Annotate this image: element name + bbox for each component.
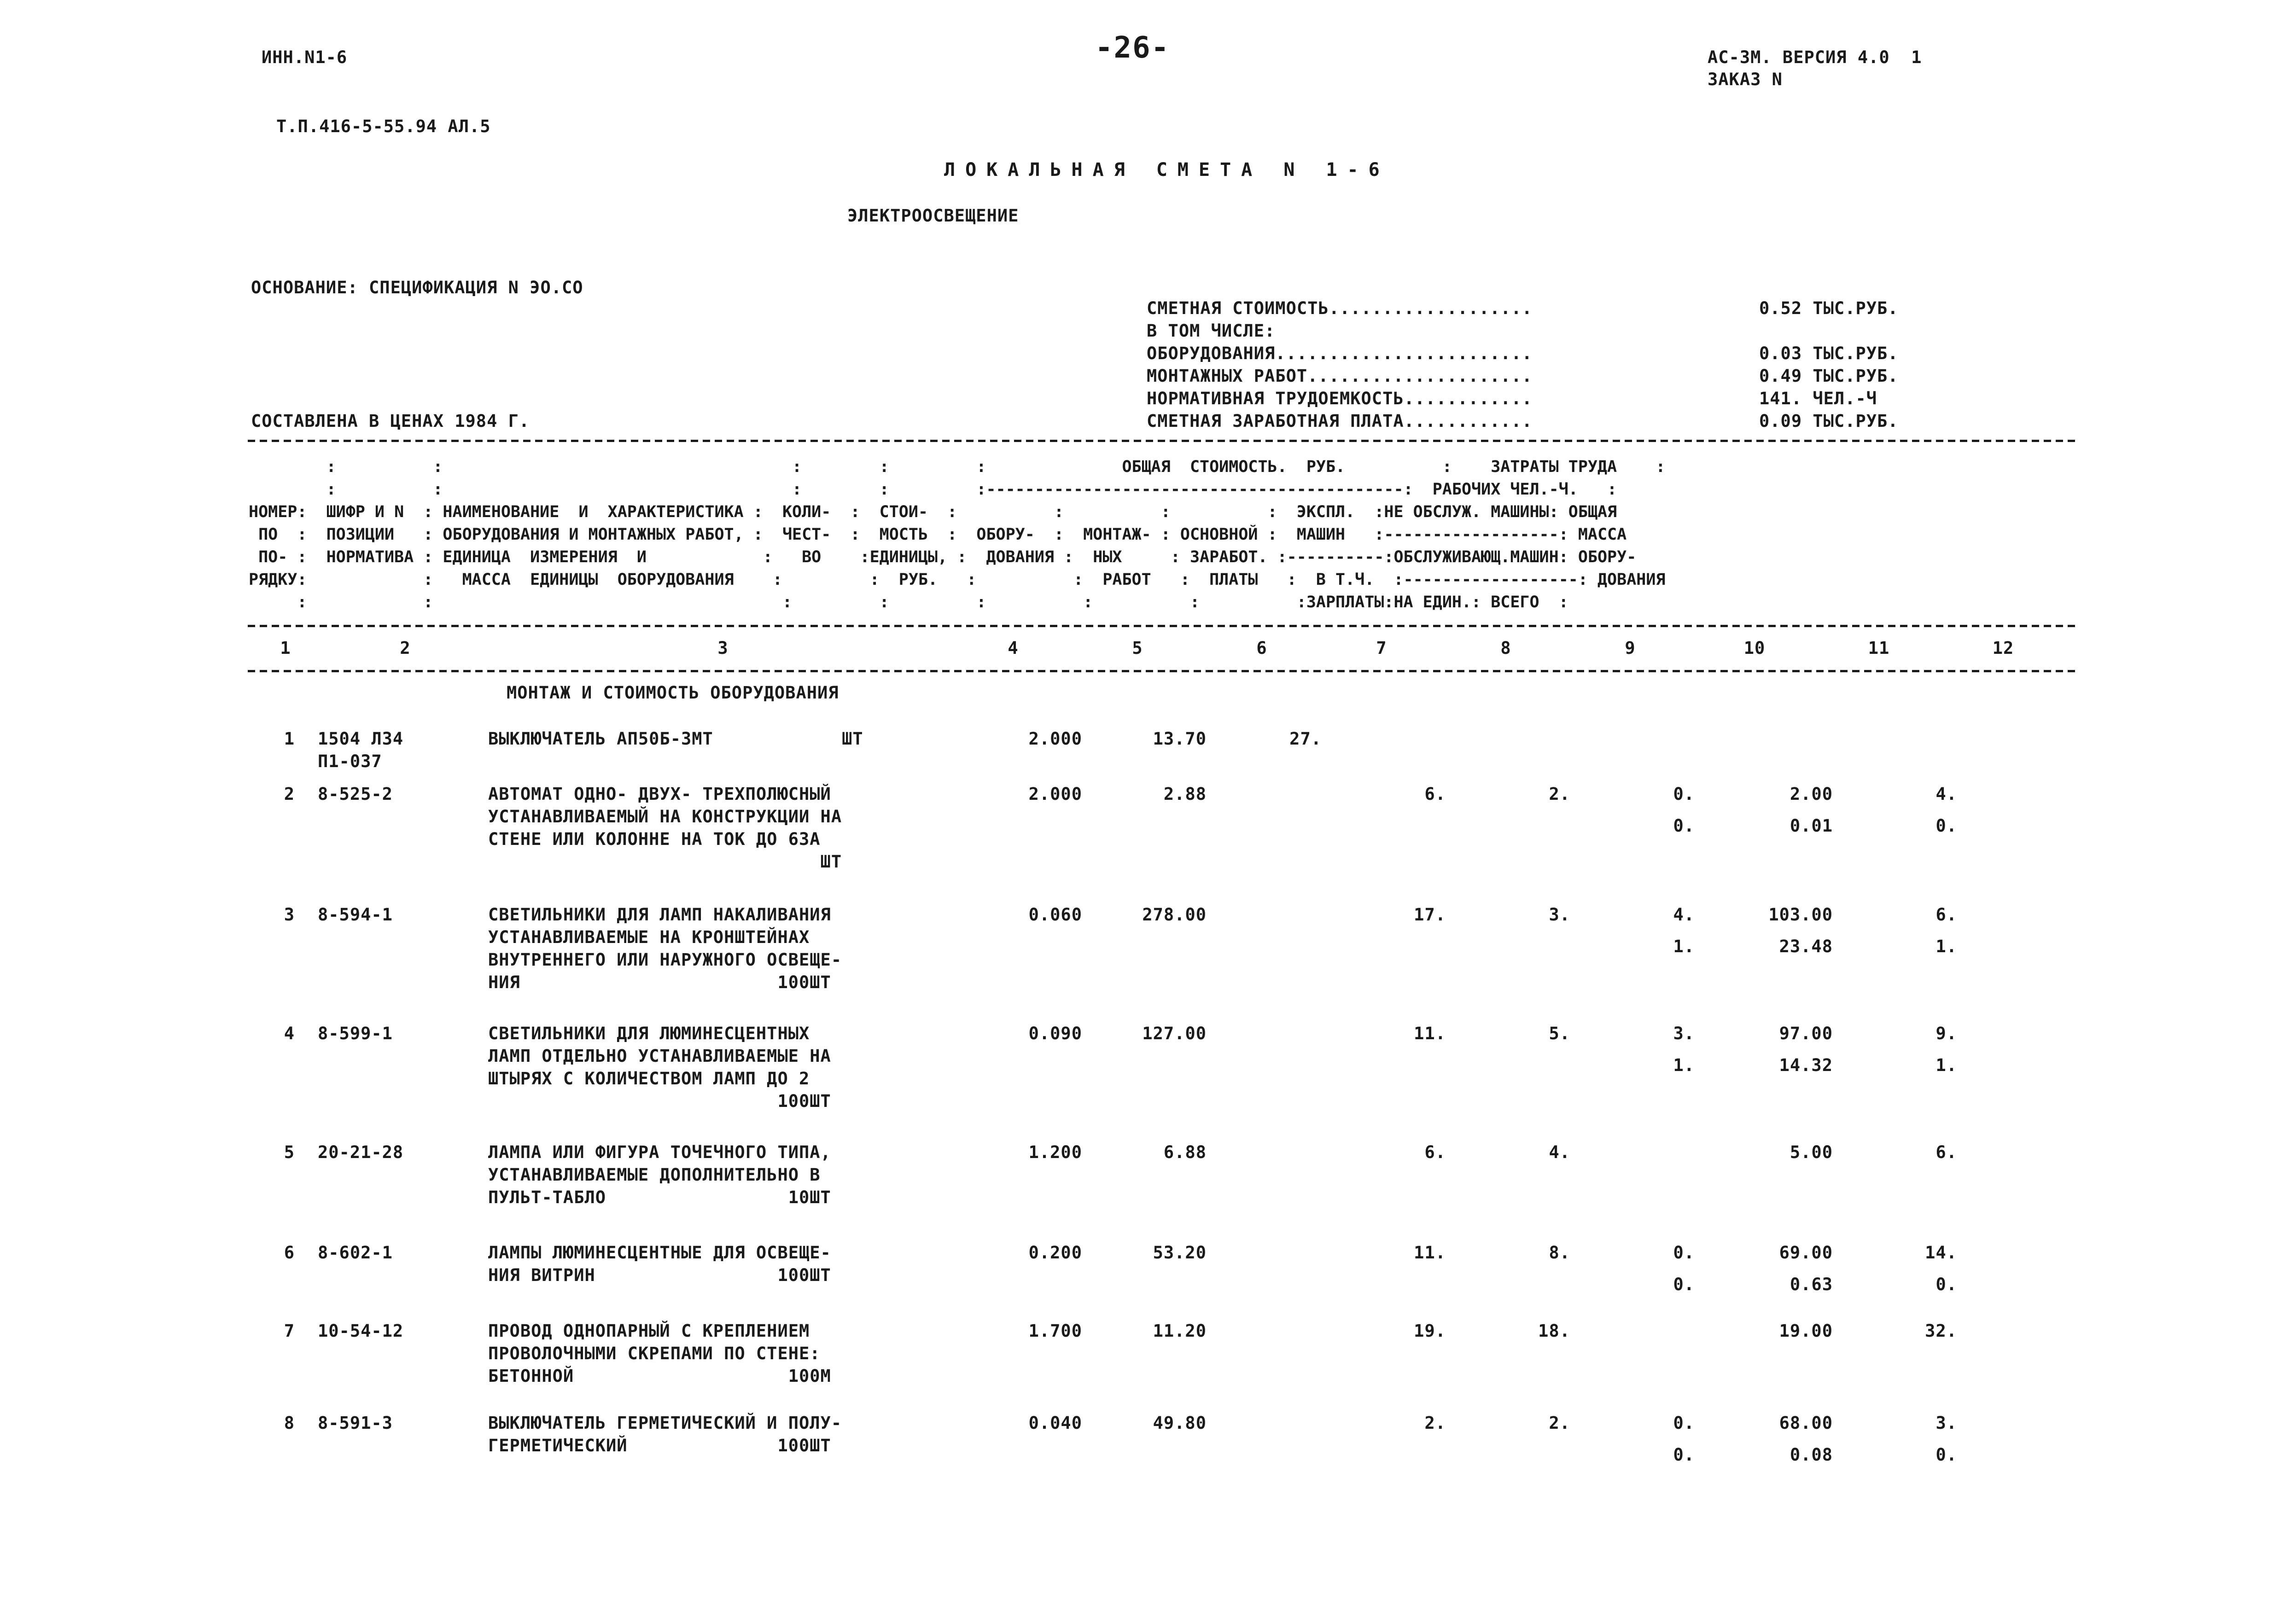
column-number: 2	[400, 638, 411, 658]
document-title: ЛОКАЛЬНАЯ СМЕТА N 1-6	[944, 159, 1390, 180]
row-code: 1504 Л34	[318, 729, 404, 749]
page-number: -26-	[1095, 31, 1170, 65]
column-number: 7	[1376, 638, 1387, 658]
row-labor-total: 6.	[1935, 905, 1957, 925]
row-name: ПРОВОД ОДНОПАРНЫЙ С КРЕПЛЕНИЕМ	[488, 1321, 810, 1341]
row-labor-unit: 97.00	[1779, 1024, 1833, 1043]
row-number: 7	[284, 1321, 295, 1341]
row-name: УСТАНАВЛИВАЕМЫЕ ДОПОЛНИТЕЛЬНО В	[488, 1165, 821, 1185]
row-labor-total-sub: 1.	[1935, 1055, 1957, 1075]
header-line: : : : : :-------------------------------------------: РАБОЧИХ ЧЕЛ.-Ч. :	[249, 480, 1617, 499]
row-unit-price: 53.20	[1153, 1243, 1207, 1263]
row-unit-price: 6.88	[1163, 1142, 1207, 1162]
row-quantity: 1.700	[1028, 1321, 1082, 1341]
row-mounting-cost: 11.	[1414, 1243, 1446, 1263]
row-name: 100ШТ	[488, 1091, 831, 1111]
section-title: МОНТАЖ И СТОИМОСТЬ ОБОРУДОВАНИЯ	[507, 683, 839, 703]
row-name: СТЕНЕ ИЛИ КОЛОННЕ НА ТОК ДО 63А	[488, 829, 821, 849]
row-machine-wage: 0.	[1673, 1243, 1695, 1263]
column-number: 4	[1008, 638, 1019, 658]
row-name: ЛАМПА ИЛИ ФИГУРА ТОЧЕЧНОГО ТИПА,	[488, 1142, 831, 1162]
program-version: АС-3М. ВЕРСИЯ 4.0 1	[1708, 47, 1922, 67]
header-line: ПО : ПОЗИЦИИ : ОБОРУДОВАНИЯ И МОНТАЖНЫХ РАБОТ, : ЧЕСТ- : МОСТЬ : ОБОРУ- : МОНТАЖ- : ОСНОВНОЙ : МАШИН :------------------: МАССА	[249, 525, 1627, 544]
compiled-prices: СОСТАВЛЕНА В ЦЕНАХ 1984 Г.	[251, 411, 530, 431]
row-name: БЕТОННОЙ 100М	[488, 1366, 831, 1386]
row-quantity: 0.200	[1028, 1243, 1082, 1263]
column-number: 12	[1992, 638, 2014, 658]
row-labor-total-sub: 0.	[1935, 1444, 1957, 1465]
row-quantity: 1.200	[1028, 1142, 1082, 1162]
row-mounting-cost: 19.	[1414, 1321, 1446, 1341]
order-number: ЗАКАЗ N	[1708, 70, 1783, 89]
basis-line: ОСНОВАНИЕ: СПЕЦИФИКАЦИЯ N ЭО.СО	[251, 278, 583, 297]
row-code: 8-599-1	[318, 1024, 393, 1043]
summary-label: НОРМАТИВНАЯ ТРУДОЕМКОСТЬ............	[1147, 389, 1533, 408]
row-labor-total-sub: 1.	[1935, 936, 1957, 956]
summary-label: В ТОМ ЧИСЛЕ:	[1147, 321, 1276, 341]
row-name: ШТЫРЯХ С КОЛИЧЕСТВОМ ЛАМП ДО 2	[488, 1069, 810, 1088]
row-name: ПРОВОЛОЧНЫМИ СКРЕПАМИ ПО СТЕНЕ:	[488, 1344, 821, 1363]
row-machine-wage-sub: 1.	[1673, 1055, 1695, 1075]
row-code: 20-21-28	[318, 1142, 404, 1162]
row-mounting-cost: 6.	[1424, 1142, 1446, 1162]
row-number: 2	[284, 784, 295, 804]
summary-value: 0.09 ТЫС.РУБ.	[1759, 411, 1899, 431]
row-labor-unit-sub: 14.32	[1779, 1055, 1833, 1075]
column-number: 11	[1868, 638, 1890, 658]
summary-label: СМЕТНАЯ СТОИМОСТЬ...................	[1147, 298, 1533, 318]
row-labor-total: 32.	[1925, 1321, 1957, 1341]
row-code: 8-602-1	[318, 1243, 393, 1263]
row-base-wage: 4.	[1549, 1142, 1570, 1162]
row-mounting-cost: 17.	[1414, 905, 1446, 925]
header-line: РЯДКУ: : МАССА ЕДИНИЦЫ ОБОРУДОВАНИЯ : : РУБ. : : РАБОТ : ПЛАТЫ : В Т.Ч. :------------------: ДОВАНИЯ	[249, 570, 1666, 589]
row-labor-total: 6.	[1935, 1142, 1957, 1162]
column-number: 6	[1256, 638, 1267, 658]
header-line: : : : : : ОБЩАЯ СТОИМОСТЬ. РУБ. : ЗАТРАТЫ ТРУДА :	[249, 458, 1666, 476]
row-labor-unit: 68.00	[1779, 1413, 1833, 1433]
row-machine-wage: 3.	[1673, 1024, 1695, 1043]
row-machine-wage-sub: 0.	[1673, 1444, 1695, 1465]
column-number: 1	[280, 638, 291, 658]
row-quantity: 0.040	[1028, 1413, 1082, 1433]
row-labor-unit-sub: 0.63	[1790, 1274, 1833, 1294]
row-labor-unit: 19.00	[1779, 1321, 1833, 1341]
row-unit-price: 2.88	[1163, 784, 1207, 804]
row-labor-total-sub: 0.	[1935, 815, 1957, 836]
row-labor-total-sub: 0.	[1935, 1274, 1957, 1294]
row-unit-price: 49.80	[1153, 1413, 1207, 1433]
divider	[248, 670, 2076, 672]
row-name: ГЕРМЕТИЧЕСКИЙ 100ШТ	[488, 1436, 831, 1455]
row-code: 10-54-12	[318, 1321, 404, 1341]
inn-label: ИНН.N1-6	[262, 47, 348, 67]
row-name: УСТАНАВЛИВАЕМЫЕ НА КРОНШТЕЙНАХ	[488, 927, 810, 947]
row-labor-unit: 103.00	[1768, 905, 1833, 925]
row-name: ШТ	[488, 852, 842, 872]
summary-value: 0.03 ТЫС.РУБ.	[1759, 343, 1899, 363]
row-labor-total: 9.	[1935, 1024, 1957, 1043]
row-labor-unit: 69.00	[1779, 1243, 1833, 1263]
row-labor-total: 3.	[1935, 1413, 1957, 1433]
row-unit-price: 13.70	[1153, 729, 1207, 749]
row-number: 5	[284, 1142, 295, 1162]
row-machine-wage-sub: 1.	[1673, 936, 1695, 956]
row-code: 8-594-1	[318, 905, 393, 925]
row-name: ПУЛЬТ-ТАБЛО 10ШТ	[488, 1187, 831, 1207]
row-quantity: 0.090	[1028, 1024, 1082, 1043]
row-machine-wage: 0.	[1673, 784, 1695, 804]
row-labor-unit: 2.00	[1790, 784, 1833, 804]
summary-value: 0.49 ТЫС.РУБ.	[1759, 366, 1899, 386]
row-mounting-cost: 6.	[1424, 784, 1446, 804]
row-name: НИЯ 100ШТ	[488, 972, 831, 992]
row-name: УСТАНАВЛИВАЕМЫЙ НА КОНСТРУКЦИИ НА	[488, 807, 842, 827]
row-name: СВЕТИЛЬНИКИ ДЛЯ ЛЮМИНЕСЦЕНТНЫХ	[488, 1024, 810, 1043]
row-name: ВЫКЛЮЧАТЕЛЬ ГЕРМЕТИЧЕСКИЙ И ПОЛУ-	[488, 1413, 842, 1433]
summary-label: МОНТАЖНЫХ РАБОТ.....................	[1147, 366, 1533, 386]
row-unit-price: 11.20	[1153, 1321, 1207, 1341]
row-machine-wage-sub: 0.	[1673, 815, 1695, 836]
document-subtitle: ЭЛЕКТРООСВЕЩЕНИЕ	[847, 206, 1019, 226]
row-labor-total: 14.	[1925, 1243, 1957, 1263]
row-labor-total: 4.	[1935, 784, 1957, 804]
row-base-wage: 18.	[1538, 1321, 1570, 1341]
row-labor-unit-sub: 0.01	[1790, 815, 1833, 836]
row-base-wage: 2.	[1549, 784, 1570, 804]
row-unit-price: 127.00	[1142, 1024, 1207, 1043]
row-name: СВЕТИЛЬНИКИ ДЛЯ ЛАМП НАКАЛИВАНИЯ	[488, 905, 831, 925]
row-code: 8-525-2	[318, 784, 393, 804]
row-code: П1-037	[318, 751, 382, 771]
summary-label: СМЕТНАЯ ЗАРАБОТНАЯ ПЛАТА............	[1147, 411, 1533, 431]
row-name: ВНУТРЕННЕГО ИЛИ НАРУЖНОГО ОСВЕЩЕ-	[488, 950, 842, 970]
header-line: ПО- : НОРМАТИВА : ЕДИНИЦА ИЗМЕРЕНИЯ И : ВО :ЕДИНИЦЫ, : ДОВАНИЯ : НЫХ : ЗАРАБОТ. :----------:ОБСЛУЖИВАЮЩ.МАШИН: ОБОРУ-	[249, 548, 1637, 566]
summary-value: 141. ЧЕЛ.-Ч	[1759, 389, 1877, 408]
row-base-wage: 8.	[1549, 1243, 1570, 1263]
row-base-wage: 3.	[1549, 905, 1570, 925]
row-name: ЛАМП ОТДЕЛЬНО УСТАНАВЛИВАЕМЫЕ НА	[488, 1046, 831, 1066]
divider	[248, 440, 2076, 442]
row-number: 1	[284, 729, 295, 749]
row-name: ВЫКЛЮЧАТЕЛЬ АП50Б-3МТ ШТ	[488, 729, 863, 749]
row-base-wage: 5.	[1549, 1024, 1570, 1043]
row-machine-wage-sub: 0.	[1673, 1274, 1695, 1294]
header-line: : : : : : : : :ЗАРПЛАТЫ:НА ЕДИН.: ВСЕГО :	[249, 593, 1568, 611]
row-code: 8-591-3	[318, 1413, 393, 1433]
summary-label: ОБОРУДОВАНИЯ........................	[1147, 343, 1533, 363]
column-number: 9	[1625, 638, 1636, 658]
row-equipment-cost: 27.	[1289, 729, 1322, 749]
row-name: ЛАМПЫ ЛЮМИНЕСЦЕНТНЫЕ ДЛЯ ОСВЕЩЕ-	[488, 1243, 831, 1263]
divider	[248, 625, 2076, 627]
row-quantity: 2.000	[1028, 729, 1082, 749]
project-reference: Т.П.416-5-55.94 АЛ.5	[276, 116, 491, 136]
row-quantity: 2.000	[1028, 784, 1082, 804]
row-number: 8	[284, 1413, 295, 1433]
row-unit-price: 278.00	[1142, 905, 1207, 925]
row-base-wage: 2.	[1549, 1413, 1570, 1433]
row-name: АВТОМАТ ОДНО- ДВУХ- ТРЕХПОЛЮСНЫЙ	[488, 784, 831, 804]
summary-value: 0.52 ТЫС.РУБ.	[1759, 298, 1899, 318]
header-line: НОМЕР: ШИФР И N : НАИМЕНОВАНИЕ И ХАРАКТЕРИСТИКА : КОЛИ- : СТОИ- : : : : ЭКСПЛ. :НЕ ОБСЛУЖ. МАШИНЫ: ОБЩАЯ	[249, 503, 1617, 521]
column-number: 3	[717, 638, 729, 658]
row-number: 4	[284, 1024, 295, 1043]
row-machine-wage: 4.	[1673, 905, 1695, 925]
column-number: 8	[1500, 638, 1511, 658]
row-labor-unit: 5.00	[1790, 1142, 1833, 1162]
row-labor-unit-sub: 0.08	[1790, 1444, 1833, 1465]
row-labor-unit-sub: 23.48	[1779, 936, 1833, 956]
row-mounting-cost: 11.	[1414, 1024, 1446, 1043]
column-number: 5	[1132, 638, 1143, 658]
row-name: НИЯ ВИТРИН 100ШТ	[488, 1265, 831, 1285]
row-mounting-cost: 2.	[1424, 1413, 1446, 1433]
row-number: 6	[284, 1243, 295, 1263]
column-number: 10	[1743, 638, 1766, 658]
row-number: 3	[284, 905, 295, 925]
row-quantity: 0.060	[1028, 905, 1082, 925]
row-machine-wage: 0.	[1673, 1413, 1695, 1433]
